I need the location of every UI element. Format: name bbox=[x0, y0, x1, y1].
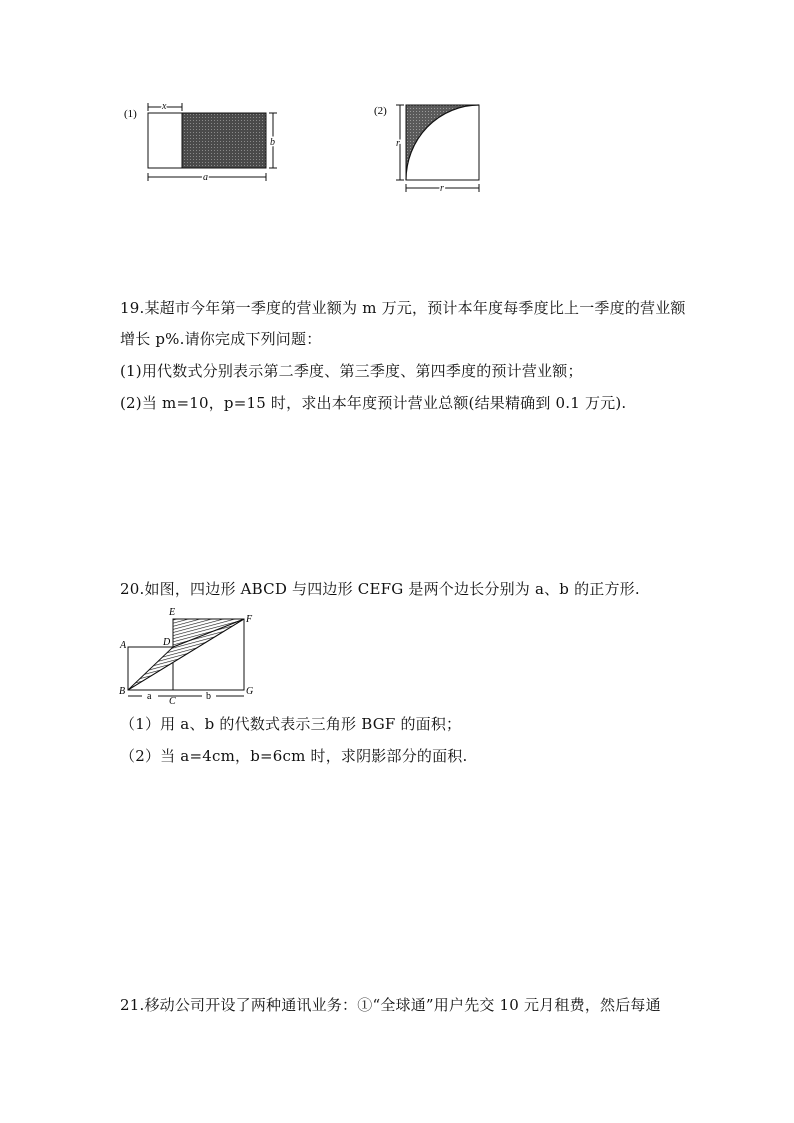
point-b-label: B bbox=[119, 686, 126, 697]
figure-1-tag: (1) bbox=[124, 108, 137, 120]
q19-part2: (2)当 m=10，p=15 时，求出本年度预计营业总额(结果精确到 0.1 万元). bbox=[120, 394, 627, 412]
q21-line1: 21.移动公司开设了两种通讯业务：①“全球通”用户先交 10 元月租费，然后每通 bbox=[120, 996, 661, 1014]
figure-2-r-bottom-label: r bbox=[440, 183, 444, 194]
q19-part1: (1)用代数式分别表示第二季度、第三季度、第四季度的预计营业额； bbox=[120, 362, 583, 380]
figure-1-shaded-region bbox=[182, 113, 266, 168]
q19-line1: 19.某超市今年第一季度的营业额为 m 万元，预计本年度每季度比上一季度的营业额 bbox=[120, 299, 686, 317]
figure-1-rectangle bbox=[120, 95, 280, 190]
q20-line1: 20.如图，四边形 ABCD 与四边形 CEFG 是两个边长分别为 a、b 的正方形. bbox=[120, 580, 640, 598]
point-a-label: A bbox=[120, 640, 127, 651]
q20-figure-squares bbox=[116, 604, 266, 708]
point-g-label: G bbox=[246, 686, 254, 697]
q19-line2: 增长 p%.请你完成下列问题： bbox=[120, 330, 322, 348]
shaded-triangle-edf bbox=[173, 619, 244, 647]
figure-1-a-label: a bbox=[203, 172, 208, 183]
point-d-label: D bbox=[163, 637, 171, 648]
point-c-label: C bbox=[169, 696, 176, 707]
figure-2-tag: (2) bbox=[374, 105, 387, 117]
figure-1-x-label: x bbox=[162, 101, 167, 112]
figure-1-b-label: b bbox=[270, 137, 275, 148]
dimension-b-label: b bbox=[206, 691, 211, 702]
figure-2-quarter-circle bbox=[370, 98, 490, 198]
dimension-a-label: a bbox=[147, 691, 152, 702]
point-e-label: E bbox=[169, 607, 176, 618]
point-f-label: F bbox=[246, 614, 253, 625]
q20-part2: （2）当 a=4cm，b=6cm 时，求阴影部分的面积. bbox=[120, 747, 468, 765]
q20-part1: （1）用 a、b 的代数式表示三角形 BGF 的面积； bbox=[120, 715, 462, 733]
figure-2-r-side-label: r bbox=[396, 138, 400, 149]
